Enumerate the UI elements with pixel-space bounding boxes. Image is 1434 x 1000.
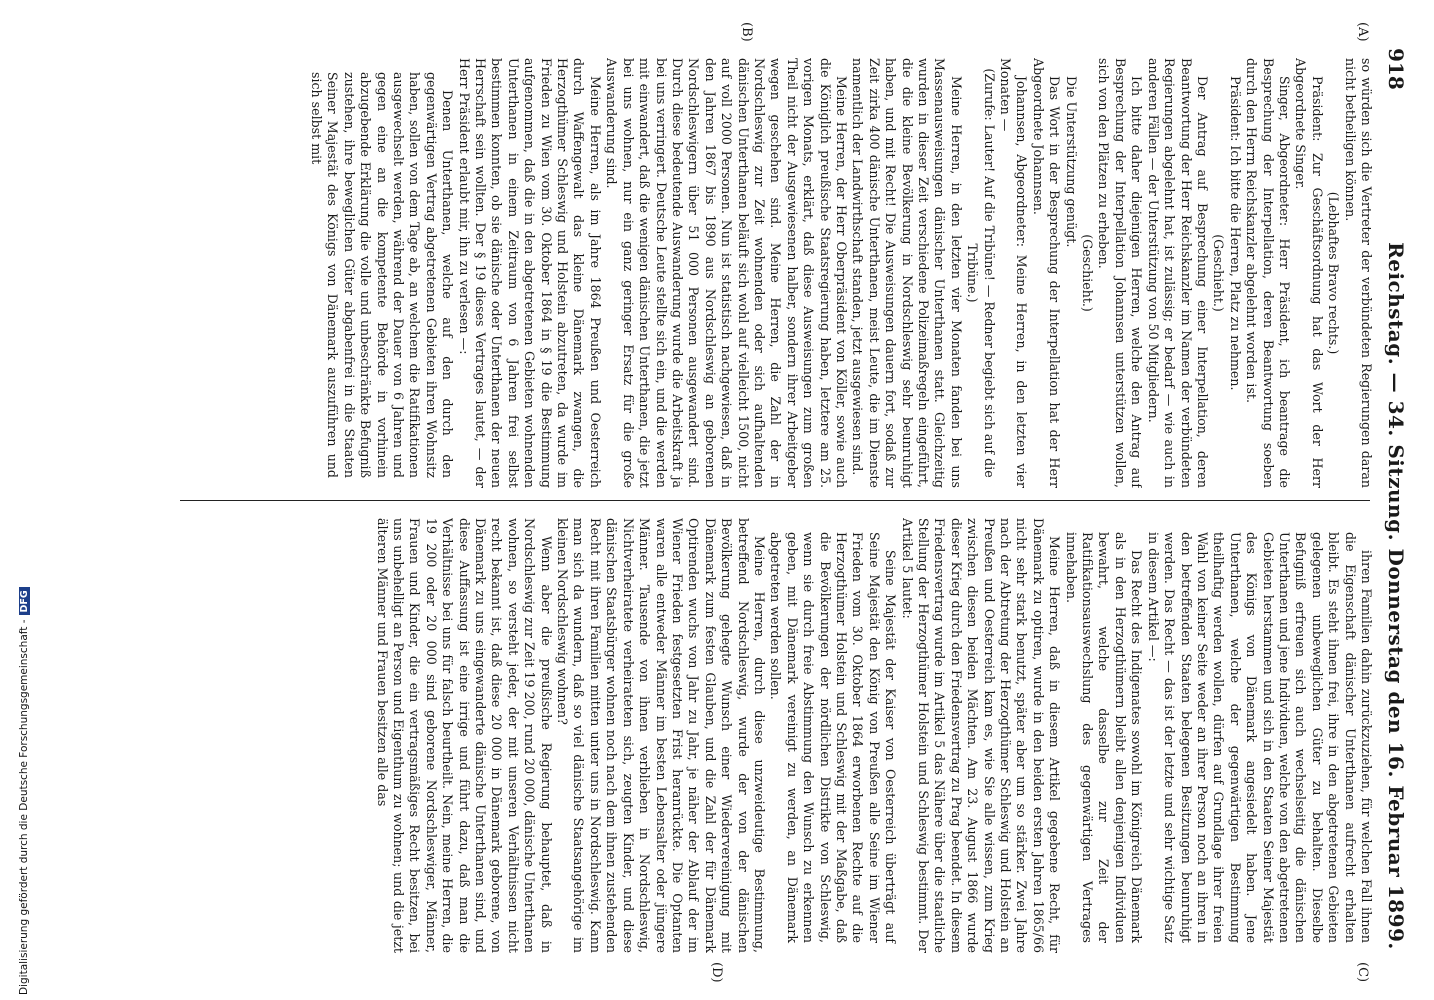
- page-number: 918: [1384, 48, 1408, 90]
- quoted-article: Denen Unterthanen, welche auf den durch den gegenwärtigen Vertrag abgetretenen Gebieten ihren Wohnsitz haben, sollen von dem Tage ab, an welchem die Ratifikationen ausgewechselt werden, während der Dauer von 6 Jahren und gegen eine an die kompetente Behörde in vorhinein abzugebende Erklärung die volle und unbeschränkte Befugniß zustehen, ihre beweglichen Güter abgabenfrei in die Staaten Seiner Majestät des Königs von Dänemark auszuführen und sich selbst mit: [309, 72, 456, 478]
- left-column: [174, 58, 1374, 488]
- paragraph: so würden sich die Vertreter der verbündeten Regierungen daran nicht betheiligen können.: [1342, 58, 1374, 488]
- paragraph: Meine Herren, durch diese unzweideutige Bestimmung, betreffend Nordschleswig, wurde der von der dänischen Bevölkerung gehegte Wunsch einer Wiedervereinigung mit Dänemark zum festen Glauben, und die Zahl der für Dänemark Optirenden wuchs von Jahr zu Jahr, je näher der Ablauf der im Wiener Frieden festgesetzten Frist heranrückte. Die Optanten waren alle entweder Männer im besten Lebensalter oder jüngere Männer. Tausende von ihnen verblieben in Nordschleswig, Nichtverheiratete verheirateten sich, zeugten Kinder, und diese dänischen Staatsbürger wohnen noch nach dem ihnen zustehenden Recht mit ihren Familien mitten unter uns in Nordschleswig. Kann man sich da wundern, daß so viel dänische Staatsangehörige im kleinen Nordschleswig wohnen?: [555, 518, 767, 953]
- credit-text: Digitalisierung gefördert durch die Deutsche Forschungsgemeinschaft -: [18, 619, 30, 995]
- paragraph: Der Antrag auf Besprechung einer Interpellation, deren Beantwortung der Herr Reichskanzler im Namen der verbündeten Regierungen abgelehnt hat, ist zulässig; er bedarf — wie auch in anderen Fällen — der Unterstützung von 50 Mitgliedern.: [1145, 58, 1210, 488]
- paragraph: Wenn aber die preußische Regierung behauptet, daß in Nordschleswig zur Zeit 19 200, rund 20 000, dänische Unterthanen wohnen, so versteht jeder, der mit unseren Verhältnissen nicht recht bekannt ist, daß diese 20 000 in Dänemark geborene, von Dänemark zu uns eingewanderte dänische Unterthanen sind, und diese Auffassung ist eine irrige und führt dazu, daß man die Verhältnisse bei uns für falsch beurtheilt. Nein, meine Herren, die 19 200 oder 20 000 sind geborene Nordschleswiger, Männer, Frauen und Kinder, die ein vertragsmäßiges Recht besitzen, bei uns unbehelligt an Person und Eigenthum zu wohnen; und die jetzt älteren Männer und Frauen besitzen alle das: [374, 518, 554, 953]
- stage-direction: (Lebhaftes Bravo rechts.): [1326, 191, 1342, 355]
- margin-marker-d: (D): [709, 962, 724, 983]
- digitization-credit: [18, 590, 30, 995]
- quoted-article: Seine Majestät der Kaiser von Oesterreich überträgt auf Seine Majestät den König von Preußen alle Seine im Wiener Frieden vom 30. Oktober 1864 erworbenen Rechte auf die Herzogthümer Holstein und Schleswig mit der Maßgabe, daß die Bevölkerungen der nördlichen Distrikte von Schleswig, wenn sie durch freie Abstimmung den Wunsch zu erkennen geben, mit Dänemark vereinigt zu werden, an Dänemark abgetreten werden sollen.: [768, 532, 899, 943]
- quoted-article: ihren Familien dahin zurückzuziehen, für welchen Fall ihnen die Eigenschaft dänischer Unterthanen aufrecht erhalten bleibt. Es steht ihnen frei, ihre in den abgetretenen Gebieten gelegenen unbeweglichen Güter zu behalten. Dieselbe Befugniß erfreuen sich auch wechselseitig die dänischen Unterthanen und jene Individuen, welche von den abgetretenen Gebieten herstammen und sich in den Staaten Seiner Majestät des Königs von Dänemark angesiedelt haben. Jene Unterthanen, welche der gegenwärtigen Bestimmung theilhaftig werden wollen, dürfen auf Grundlage ihrer freien Wahl von keiner Seite weder an ihrer Person noch an ihren in den betreffenden Staaten belegenen Besitzungen beunruhigt werden. Das Recht — das ist der letzte und sehr wichtige Satz in diesem Artikel —:: [1145, 532, 1374, 943]
- stage-direction: (Geschieht.): [1080, 234, 1096, 312]
- paragraph: Die Unterstützung genügt.: [1063, 76, 1079, 248]
- page-header: [1376, 16, 1416, 984]
- paragraph: Präsident: Ich bitte die Herren, Platz zu nehmen.: [1227, 76, 1243, 391]
- stage-direction: (Geschieht.): [1211, 234, 1227, 312]
- paragraph: Meine Herren, daß in diesem Artikel gegebene Recht, für Dänemark zu optiren, wurde in den beiden ersten Jahren 1865/66 nicht sehr stark benutzt, später aber um so stärker. Zwei Jahre nach der Abtretung der Herzogthümer Schleswig und Holstein an Preußen und Oesterreich kam es, wie Sie alle wissen, zum Krieg zwischen diesen beiden Mächten. Am 23. August 1866 wurde dieser Krieg durch den Friedensvertrag zu Prag beendet. In diesem Friedensvertrag wurde im Artikel 5 das Nähere über die staatliche Stellung der Herzogthümer Holstein und Schleswig bestimmt. Der Artikel 5 lautet:: [899, 518, 1063, 953]
- margin-marker-b: (B): [739, 22, 754, 42]
- paragraph: Johannsen, Abgeordneter: Meine Herren, in den letzten vier Monaten —: [998, 58, 1030, 488]
- column-divider: [180, 500, 1370, 501]
- paragraph: Meine Herren, als im Jahre 1864 Preußen und Oesterreich durch Waffengewalt das kleine Dänemark zwangen, die Herzogthümer Schleswig und Holstein abzutreten, da wurde im Frieden zu Wien vom 30. Oktober 1864 in § 19 die Bestimmung aufgenommen, daß die in den abgetretenen Gebieten wohnenden Unterthanen in einem Zeitraum von 6 Jahren frei selbst bestimmen konnten, ob sie dänische oder Unterthanen der neuen Herrschaft sein wollten. Der § 19 dieses Vertrages lautet, — der Herr Präsident erlaubt mir, ihn zu verlesen —:: [456, 58, 603, 488]
- margin-marker-c: (C): [1355, 962, 1370, 983]
- paragraph: Präsident: Zur Geschäftsordnung hat das Wort der Herr Abgeordnete Singer.: [1293, 58, 1325, 488]
- rotated-document-page: [14, 0, 1434, 1000]
- paragraph: Meine Herren, der Herr Oberpräsident von Köller, sowie auch die Königlich preußische Staatsregierung haben, letztere am 25. vorigen Monats, erklärt, daß diese Ausweisungen zum großen Theil nicht der Ausgewiesenen halber, sondern ihrer Arbeitgeber wegen geschehen sind. Meine Herren, die Zahl der in Nordschleswig zur Zeit wohnenden oder sich aufhaltenden dänischen Unterthanen beläuft sich wohl auf vielleicht 1500, nicht auf voll 2000 Personen. Nun ist statistisch nachgewiesen, daß in den Jahren 1867 bis 1890 aus Nordschleswig an geborenen Nordschleswigern über 51 000 Personen ausgewandert sind. Durch diese bedeutende Auswanderung wurde die Arbeitskraft ja bei uns verringert. Deutsche Leute stellte sich ein, und die werden mit einwandert, daß die wenigen dänischen Unterthanen, die jetzt bei uns wohnen, nur ein ganz geringer Ersatz für die große Auswanderung sind.: [604, 58, 849, 488]
- running-title: Reichstag. — 34. Sitzung. Donnerstag den 16. Februar 1899.: [1384, 242, 1408, 950]
- paragraph: Ich bitte daher diejenigen Herren, welche den Antrag auf Besprechung der Interpellation Johannsen unterstützen wollen, sich von den Plätzen zu erheben.: [1096, 58, 1145, 488]
- margin-marker-a: (A): [1355, 22, 1370, 42]
- paragraph: Meine Herren, in den letzten vier Monaten fanden bei uns Massenausweisungen dänischer Unterthanen statt. Gleichzeitig wurden in dieser Zeit verschiedene Polizeimaßregeln eingeführt, die die kleine Bevölkerung in Nordschleswig sehr beunruhigt haben, und mit Recht! Die Ausweisungen dauern fort, sodaß zur Zeit zirka 400 dänische Unterthanen, meist Leute, die im Dienste namentlich der Landwirthschaft standen, jetzt ausgewiesen sind.: [850, 58, 964, 488]
- stage-direction: (Zurufe: Lauter! Auf die Tribüne! — Redner begiebt sich auf die Tribüne.): [965, 68, 997, 478]
- quoted-article: Das Recht des Indigenates sowohl im Königreich Dänemark als in den Herzogthümern bleibt allen denjenigen Individuen bewahrt, welche dasselbe zur Zeit der Ratifikationsauswechslung des gegenwärtigen Vertrages innehaben.: [1063, 532, 1145, 943]
- paragraph: Das Wort in der Besprechung der Interpellation hat der Herr Abgeordnete Johannsen.: [1030, 58, 1063, 488]
- right-column: [174, 518, 1374, 953]
- dfg-logo: DFG: [19, 587, 30, 615]
- paragraph: Singer, Abgeordneter: Herr Präsident, ich beantrage die Besprechung der Interpellation, deren Beantwortung soeben durch den Herrn Reichskanzler abgelehnt worden ist.: [1244, 58, 1292, 488]
